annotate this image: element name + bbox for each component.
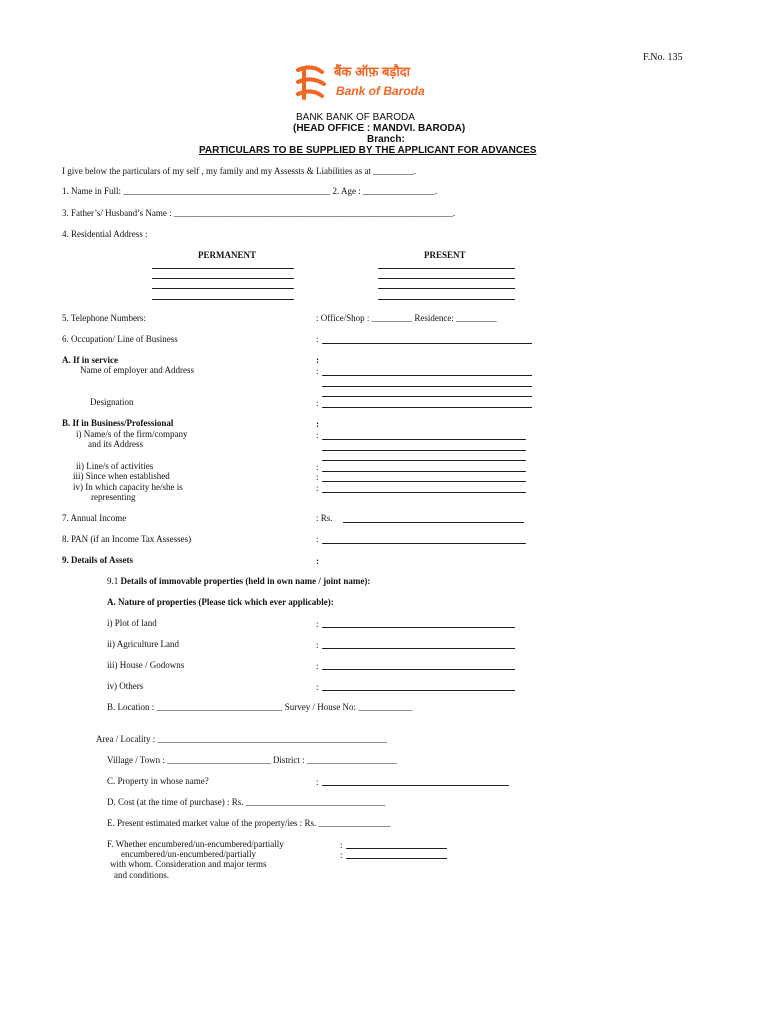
firm-name-label: i) Name/s of the firm/company bbox=[76, 429, 188, 439]
activities-colon: : bbox=[316, 462, 319, 472]
annual-income-field[interactable] bbox=[343, 522, 524, 523]
others-field[interactable] bbox=[322, 690, 515, 691]
activities-label: ii) Line/s of activities bbox=[76, 461, 154, 471]
firm-name-colon: : bbox=[316, 430, 319, 440]
agriculture-land-colon: : bbox=[316, 640, 319, 650]
designation-field[interactable] bbox=[322, 407, 532, 408]
pan-field[interactable] bbox=[322, 543, 526, 544]
encumbered-colon-2: : bbox=[340, 850, 343, 860]
branch-label: Branch: bbox=[367, 134, 405, 145]
area-locality-field[interactable]: Area / Locality : ___________________________________________________ bbox=[96, 734, 387, 744]
permanent-address-line-1[interactable] bbox=[152, 268, 294, 269]
designation-label: Designation bbox=[90, 397, 134, 407]
encumbered-colon-1: : bbox=[340, 840, 343, 850]
permanent-heading: PERMANENT bbox=[198, 250, 256, 260]
residential-address-label: 4. Residential Address : bbox=[62, 229, 148, 239]
present-address-line-3[interactable] bbox=[378, 288, 515, 289]
bank-of-baroda-logo-icon bbox=[292, 62, 332, 102]
property-name-field[interactable] bbox=[322, 785, 509, 786]
intro-text: I give below the particulars of my self , my family and my Assessts & Liabilities as at _________. bbox=[62, 166, 416, 176]
encumbered-field-1[interactable] bbox=[346, 848, 447, 849]
encumbered-label-line-3: with whom. Consideration and major terms bbox=[110, 859, 267, 869]
house-godowns-colon: : bbox=[316, 661, 319, 671]
village-district-field[interactable]: Village / Town : _______________________ District : ____________________ bbox=[107, 755, 397, 765]
permanent-address-line-2[interactable] bbox=[152, 278, 294, 279]
permanent-address-line-3[interactable] bbox=[152, 288, 294, 289]
bank-name: BANK BANK OF BARODA bbox=[296, 112, 415, 123]
occupation-label: 6. Occupation/ Line of Business bbox=[62, 334, 178, 344]
name-age-field[interactable]: 1. Name in Full: ______________________________________________ 2. Age : ________________. bbox=[62, 186, 438, 196]
established-field[interactable] bbox=[322, 481, 526, 482]
assets-colon: : bbox=[316, 556, 319, 566]
employer-field-line-1[interactable] bbox=[322, 375, 532, 376]
form-title: PARTICULARS TO BE SUPPLIED BY THE APPLICANT FOR ADVANCES bbox=[199, 145, 537, 156]
firm-address-label: and its Address bbox=[88, 439, 143, 449]
annual-income-rs: : Rs. bbox=[316, 513, 333, 523]
occupation-field[interactable] bbox=[322, 343, 532, 344]
employer-label: Name of employer and Address bbox=[80, 365, 194, 375]
encumbered-label-line-2: encumbered/un-encumbered/partially bbox=[121, 849, 256, 859]
in-service-heading: A. If in service bbox=[62, 355, 118, 365]
plot-of-land-colon: : bbox=[316, 619, 319, 629]
section-title: Details of immovable properties (held in own name / joint name): bbox=[120, 576, 371, 586]
agriculture-land-field[interactable] bbox=[322, 648, 515, 649]
agriculture-land-label: ii) Agriculture Land bbox=[107, 639, 179, 649]
permanent-address-line-4[interactable] bbox=[152, 299, 294, 300]
present-address-line-2[interactable] bbox=[378, 278, 515, 279]
bank-logo bbox=[292, 62, 426, 104]
section-number: 9.1 bbox=[107, 576, 121, 586]
logo-hindi-text: बैंक ऑफ़ बड़ौदा bbox=[334, 64, 410, 79]
father-husband-name-field[interactable]: 3. Father’s/ Husband’s Name : ______________________________________________________________. bbox=[62, 208, 456, 218]
designation-colon: : bbox=[316, 398, 319, 408]
telephone-field[interactable]: : Office/Shop : _________ Residence: _________ bbox=[316, 313, 497, 323]
present-address-line-1[interactable] bbox=[378, 268, 515, 269]
immovable-properties-heading bbox=[107, 576, 370, 587]
plot-of-land-field[interactable] bbox=[322, 627, 515, 628]
market-value-field[interactable]: E. Present estimated market value of the property/ies : Rs. ________________ bbox=[107, 818, 391, 828]
house-godowns-label: iii) House / Godowns bbox=[107, 660, 185, 670]
nature-of-properties-heading: A. Nature of properties (Please tick which ever applicable): bbox=[107, 597, 334, 607]
present-address-line-4[interactable] bbox=[378, 299, 515, 300]
established-colon: : bbox=[316, 472, 319, 482]
firm-name-field-line-3[interactable] bbox=[322, 460, 526, 461]
house-godowns-field[interactable] bbox=[322, 669, 515, 670]
logo-english-text: Bank of Baroda bbox=[336, 84, 425, 98]
capacity-label-line-2: representing bbox=[91, 492, 136, 502]
encumbered-label-line-1: F. Whether encumbered/un-encumbered/partially bbox=[107, 839, 284, 849]
property-name-label: C. Property in whose name? bbox=[107, 776, 209, 786]
employer-colon: : bbox=[316, 366, 319, 376]
business-colon: : bbox=[316, 419, 319, 429]
business-heading: B. If in Business/Professional bbox=[62, 418, 174, 428]
activities-field[interactable] bbox=[322, 471, 526, 472]
plot-of-land-label: i) Plot of land bbox=[107, 618, 157, 628]
capacity-colon: : bbox=[316, 483, 319, 493]
present-heading: PRESENT bbox=[424, 250, 466, 260]
occupation-colon: : bbox=[316, 334, 319, 344]
cost-field[interactable]: D. Cost (at the time of purchase) : Rs. _______________________________ bbox=[107, 797, 386, 807]
established-label: iii) Since when established bbox=[73, 471, 170, 481]
firm-name-field-line-2[interactable] bbox=[322, 450, 526, 451]
annual-income-label: 7. Annual Income bbox=[62, 513, 127, 523]
location-field[interactable]: B. Location : ____________________________ Survey / House No: ____________ bbox=[107, 702, 413, 712]
head-office: (HEAD OFFICE : MANDVI. BARODA) bbox=[293, 123, 466, 134]
file-number: F.No. 135 bbox=[643, 52, 683, 63]
property-name-colon: : bbox=[316, 777, 319, 787]
employer-field-line-2[interactable] bbox=[322, 386, 532, 387]
capacity-label: iv) In which capacity he/she is bbox=[73, 482, 183, 492]
firm-name-field-line-1[interactable] bbox=[322, 439, 526, 440]
telephone-label: 5. Telephone Numbers: bbox=[62, 313, 146, 323]
encumbered-label-line-4: and conditions. bbox=[114, 870, 169, 880]
assets-heading: 9. Details of Assets bbox=[62, 555, 133, 565]
encumbered-field-2[interactable] bbox=[346, 858, 447, 859]
others-label: iv) Others bbox=[107, 681, 144, 691]
others-colon: : bbox=[316, 682, 319, 692]
pan-colon: : bbox=[316, 534, 319, 544]
capacity-field[interactable] bbox=[322, 492, 526, 493]
employer-field-line-3[interactable] bbox=[322, 396, 532, 397]
pan-label: 8. PAN (if an Income Tax Assesses) bbox=[62, 534, 192, 544]
in-service-colon: : bbox=[316, 355, 319, 365]
